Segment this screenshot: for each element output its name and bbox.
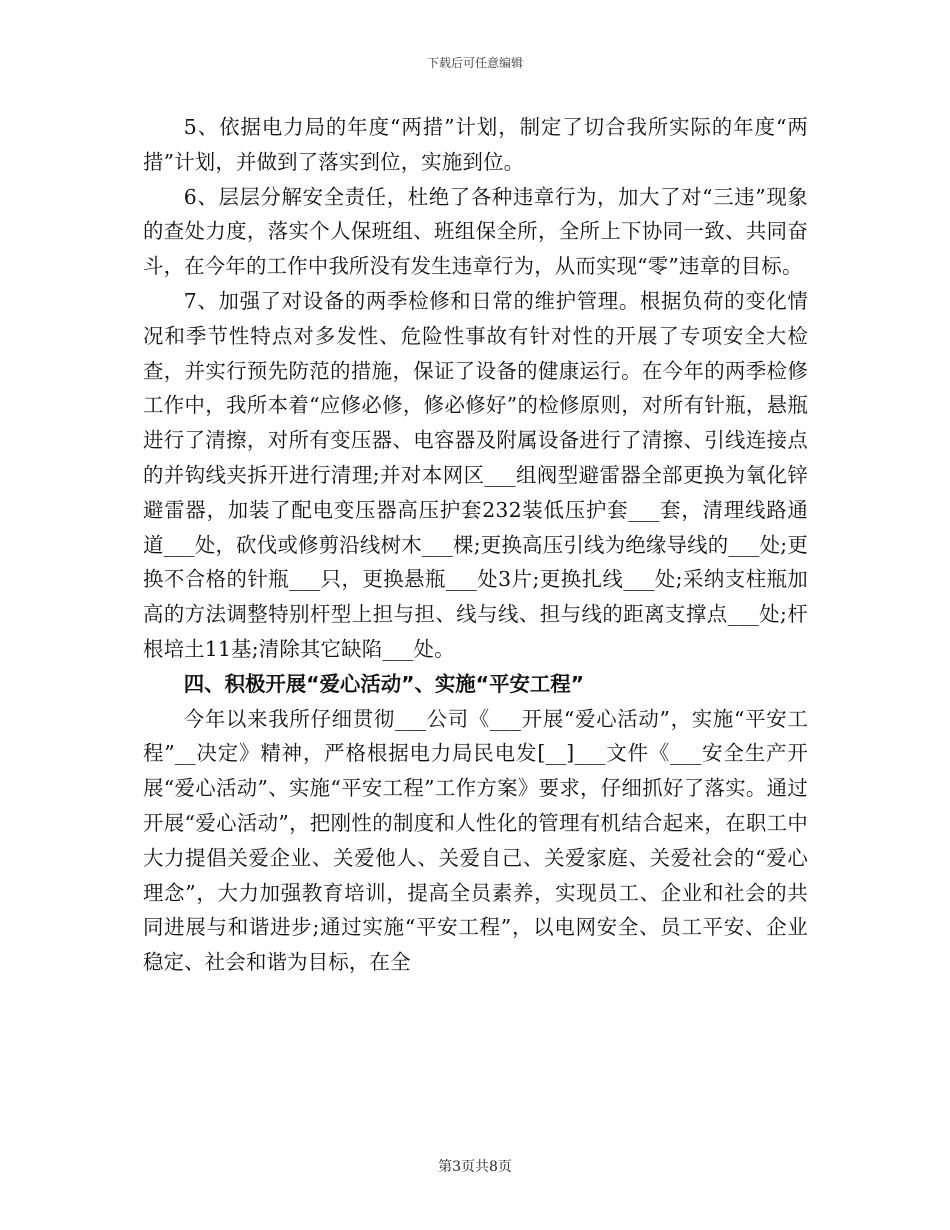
paragraph-item-6: 6、层层分解安全责任，杜绝了各种违章行为，加大了对“三违”现象的查处力度，落实个人保班组、班组保全所，全所上下协同一致、共同奋斗，在今年的工作中我所没有发生违章行为，从而实现“零”违章的目标。 — [143, 184, 808, 279]
paragraph-item-7: 7、加强了对设备的两季检修和日常的维护管理。根据负荷的变化情况和季节性特点对多发性、危险性事故有针对性的开展了专项安全大检查，并实行预先防范的措施，保证了设备的健康运行。在今年的两季检修工作中，我所本着“应修必修，修必修好”的检修原则，对所有针瓶，悬瓶进行了清擦，对所有变压器、电容器及附属设备进行了清擦、引线连接点的并钩线夹拆开进行清理;并对本网区___组阀型避雷器全部更换为氧化锌避雷器，加装了配电变压器高压护套232装低压护套___套，清理线路通道___处，砍伐或修剪沿线树木___棵;更换高压引线为绝缘导线的___处;更换不合格的针瓶___只，更换悬瓶___处3片;更换扎线___处;采纳支柱瓶加高的方法调整特别杆型上担与担、线与线、担与线的距离支撑点___处;杆根培土11基;清除其它缺陷___处。 — [143, 288, 808, 661]
page-number: 第3页共8页 — [438, 1159, 512, 1175]
paragraph-item-5: 5、依据电力局的年度“两措”计划，制定了切合我所实际的年度“两措”计划，并做到了落实到位，实施到位。 — [143, 115, 808, 174]
paragraph-section-body: 今年以来我所仔细贯彻___公司《___开展“爱心活动”，实施“平安工程”__决定》精神，严格根据电力局民电发[__]___文件《___安全生产开展“爱心活动”、实施“平安工程”工作方案》要求，仔细抓好了落实。通过开展“爱心活动”，把刚性的制度和人性化的管理有机结合起来，在职工中大力提倡关爱企业、关爱他人、关爱自己、关爱家庭、关爱社会的“爱心理念”，大力加强教育培训，提高全员素养，实现员工、企业和社会的共同进展与和谐进步;通过实施“平安工程”，以电网安全、员工平安、企业稳定、社会和谐为目标，在全 — [143, 706, 808, 975]
page-header: 下载后可任意编辑 — [426, 56, 523, 70]
document-body — [143, 110, 808, 980]
section-heading: 四、积极开展“爱心活动”、实施“平安工程” — [183, 671, 585, 696]
